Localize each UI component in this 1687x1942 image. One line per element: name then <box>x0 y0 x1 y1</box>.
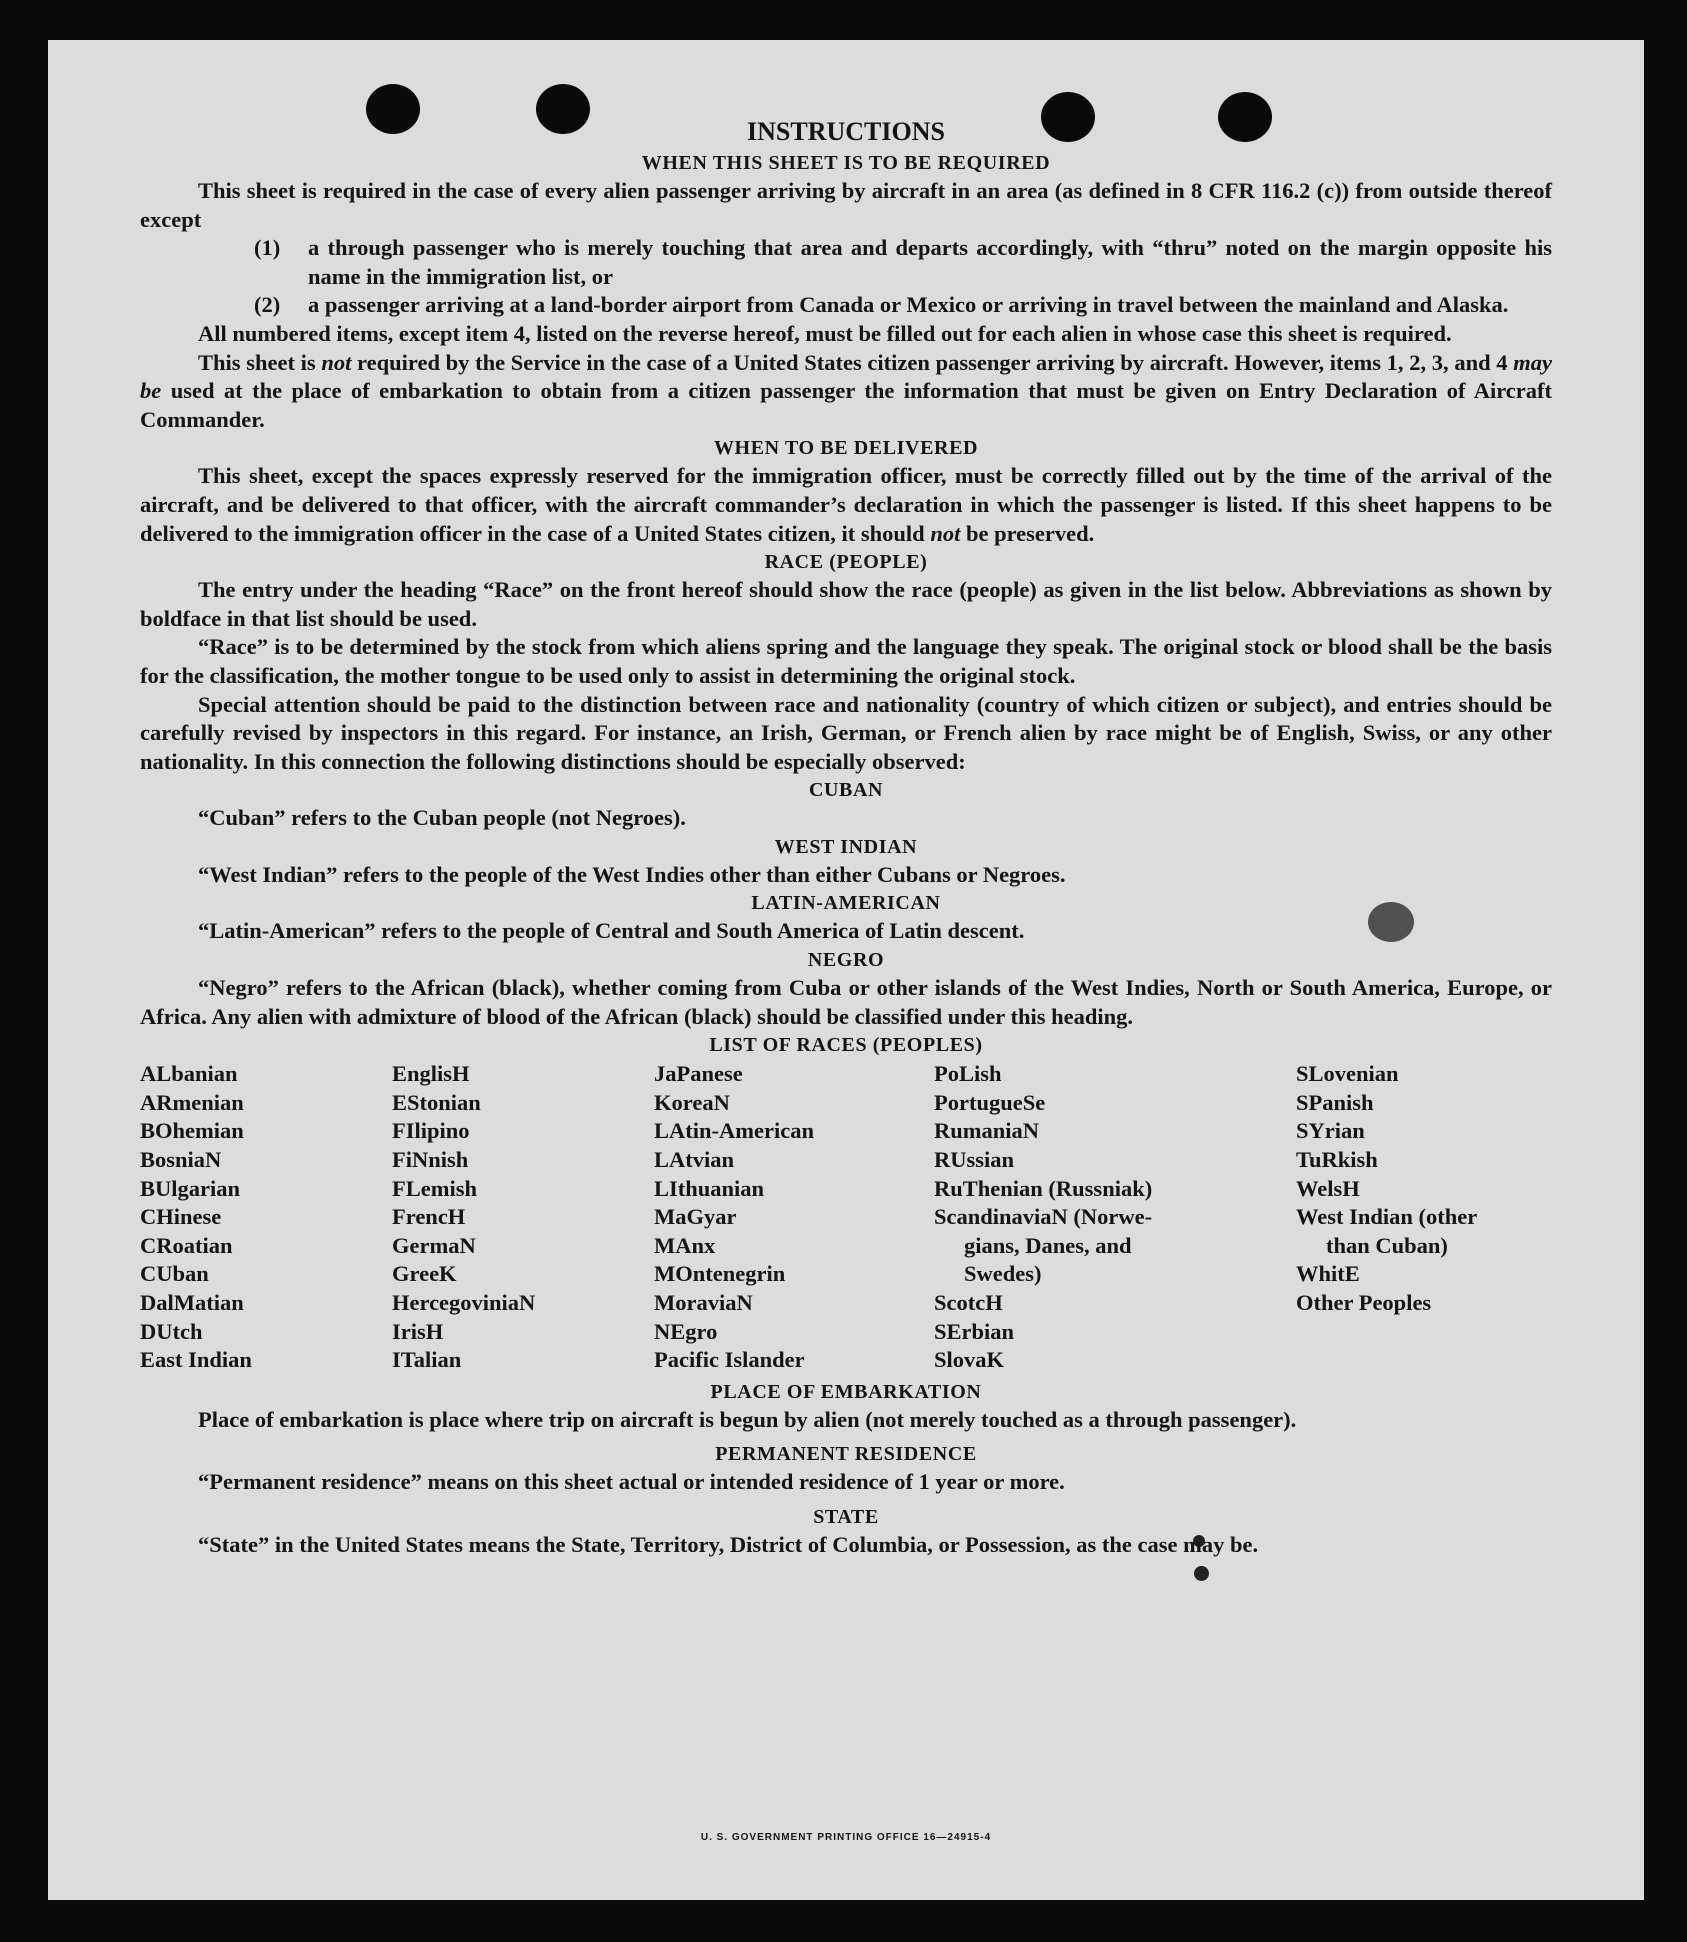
residence-definition: “Permanent residence” means on this sheet actual or intended residence of 1 year or more. <box>198 1469 1065 1495</box>
race-entry: EStonian <box>392 1089 481 1115</box>
required-paragraph-3: This sheet is not required by the Service in the case of a United States citizen passenger arriving by aircraft. However, items 1, 2, 3, and 4 may be used at the place of embarkation to obtain from a citizen passenger the information that must be given on Entry Declaration of Aircraft Commander. <box>140 349 1552 432</box>
race-entry: DUtch <box>140 1318 203 1344</box>
race-entry: WelsH <box>1296 1175 1360 1201</box>
instructions-body <box>140 115 1552 1560</box>
race-entry: RuThenian (Russniak) <box>934 1175 1153 1201</box>
race-entry: TuRkish <box>1296 1147 1378 1173</box>
negro-definition: “Negro” refers to the African (black), whether coming from Cuba or other islands of the West Indies, North or South America, Europe, or Africa. Any alien with admixture of blood of the African (black) should be classified under this heading. <box>140 975 1552 1029</box>
race-entry: LAtvian <box>654 1147 735 1173</box>
races-column <box>140 1060 392 1375</box>
race-paragraph-2: “Race” is to be determined by the stock from which aliens spring and the language they speak. The original stock or blood shall be the basis for the classification, the mother tongue to be used only to assist in determining the original stock. <box>140 634 1552 688</box>
race-entry: LAtin-American <box>654 1118 814 1144</box>
race-entry: Other Peoples <box>1296 1290 1432 1315</box>
west-indian-definition: “West Indian” refers to the people of the West Indies other than either Cubans or Negroes. <box>198 861 1066 887</box>
race-entry: KoreaN <box>654 1089 730 1115</box>
race-entry: gians, Danes, and <box>964 1232 1132 1258</box>
page-title: INSTRUCTIONS <box>747 117 945 146</box>
race-entry: SLovenian <box>1296 1061 1399 1087</box>
race-entry: JaPanese <box>654 1061 743 1087</box>
exception-item <box>254 291 1552 320</box>
race-entry: BOhemian <box>140 1118 244 1144</box>
section-heading-latin-american: LATIN-AMERICAN <box>751 892 941 915</box>
race-entry: HercegoviniaN <box>392 1290 536 1315</box>
races-column <box>392 1060 654 1375</box>
race-entry: CRoatian <box>140 1232 233 1258</box>
race-entry: CHinese <box>140 1204 222 1230</box>
race-entry: WhitE <box>1296 1261 1360 1287</box>
race-entry: ScandinaviaN (Norwe- <box>934 1204 1153 1230</box>
race-entry: MoraviaN <box>654 1290 753 1315</box>
race-entry: NEgro <box>654 1318 718 1344</box>
race-entry: DalMatian <box>140 1290 244 1315</box>
race-entry: SYrian <box>1296 1118 1365 1144</box>
section-heading-negro: NEGRO <box>807 949 885 972</box>
section-heading-race: RACE (PEOPLE) <box>764 551 928 574</box>
races-column <box>654 1060 934 1375</box>
race-entry: MaGyar <box>654 1204 737 1230</box>
race-entry: IrisH <box>392 1318 444 1344</box>
race-entry: East Indian <box>140 1347 252 1373</box>
race-entry: SPanish <box>1296 1089 1374 1115</box>
cuban-definition: “Cuban” refers to the Cuban people (not Negroes). <box>198 805 686 831</box>
race-entry: ScotcH <box>934 1290 1003 1315</box>
race-entry: Pacific Islander <box>654 1347 805 1373</box>
race-entry: FLemish <box>392 1175 478 1201</box>
race-entry: FrencH <box>392 1204 466 1230</box>
race-entry: GermaN <box>392 1232 476 1258</box>
required-paragraph-2: All numbered items, except item 4, listed on the reverse hereof, must be filled out for each alien in whose case this sheet is required. <box>198 320 1452 346</box>
race-entry: PoLish <box>934 1061 1002 1087</box>
race-entry: BosniaN <box>140 1147 222 1173</box>
item-text: a passenger arriving at a land-border airport from Canada or Mexico or arriving in travel between the mainland and Alaska. <box>308 292 1509 318</box>
race-entry: MAnx <box>654 1232 716 1258</box>
race-entry: LIthuanian <box>654 1175 765 1201</box>
section-heading-cuban: CUBAN <box>808 779 884 802</box>
embarkation-definition: Place of embarkation is place where trip on aircraft is begun by alien (not merely touched as a through passenger). <box>198 1406 1297 1432</box>
document-page <box>48 40 1644 1900</box>
race-entry: MOntenegrin <box>654 1261 786 1287</box>
race-entry: West Indian (other <box>1296 1204 1478 1230</box>
race-entry: CUban <box>140 1261 209 1287</box>
race-paragraph-3: Special attention should be paid to the distinction between race and nationality (country of which citizen or subject), and entries should be carefully revised by inspectors in this regard. For instance, an Irish, German, or French alien by race might be of English, Swiss, or any other nationality. In this connection the following distinctions should be especially observed: <box>140 691 1552 774</box>
race-entry: than Cuban) <box>1326 1232 1448 1258</box>
race-entry: ALbanian <box>140 1061 238 1087</box>
race-entry: SlovaK <box>934 1347 1005 1373</box>
item-number: (2) <box>254 292 281 318</box>
race-paragraph-1: The entry under the heading “Race” on the front hereof should show the race (people) as given in the list below. Abbreviations as shown by boldface in that list should be used. <box>140 577 1552 631</box>
state-definition: “State” in the United States means the State, Territory, District of Columbia, or Possession, as the case may be. <box>198 1531 1259 1557</box>
section-heading-residence: PERMANENT RESIDENCE <box>715 1443 977 1466</box>
race-entry: EnglisH <box>392 1061 470 1087</box>
race-entry: RumaniaN <box>934 1118 1040 1144</box>
race-entry: BUlgarian <box>140 1175 241 1201</box>
race-entry: GreeK <box>392 1261 457 1287</box>
race-entry: ARmenian <box>140 1089 244 1115</box>
required-intro: This sheet is required in the case of every alien passenger arriving by aircraft in an area (as defined in 8 CFR 116.2 (c)) from outside thereof except <box>140 178 1552 232</box>
races-column <box>934 1060 1296 1375</box>
race-entry: PortugueSe <box>934 1089 1046 1115</box>
section-heading-required: WHEN THIS SHEET IS TO BE REQUIRED <box>641 152 1051 174</box>
race-entry: FIlipino <box>392 1118 470 1144</box>
races-column <box>1296 1060 1552 1375</box>
race-entry: RUssian <box>934 1147 1015 1173</box>
item-number: (1) <box>254 235 281 261</box>
race-entry: SErbian <box>934 1318 1015 1344</box>
printer-imprint: U. S. GOVERNMENT PRINTING OFFICE 16—24915-4 <box>700 1832 992 1843</box>
delivered-paragraph: This sheet, except the spaces expressly reserved for the immigration officer, must be correctly filled out by the time of the arrival of the aircraft, and be delivered to that officer, with the aircraft commander’s declaration in which the passenger is listed. If this sheet happens to be delivered to the immigration officer in the case of a United States citizen, it should not be preserved. <box>140 463 1552 546</box>
latin-american-definition: “Latin-American” refers to the people of Central and South America of Latin descent. <box>198 918 1025 944</box>
races-list <box>140 1060 1552 1375</box>
race-entry: FiNnish <box>392 1147 469 1173</box>
race-entry: ITalian <box>392 1347 462 1373</box>
item-text: a through passenger who is merely touching that area and departs accordingly, with “thru” noted on the margin opposite his name in the immigration list, or <box>308 235 1552 289</box>
section-heading-state: STATE <box>813 1505 879 1528</box>
section-heading-delivered: WHEN TO BE DELIVERED <box>713 437 979 460</box>
race-entry: Swedes) <box>964 1261 1042 1287</box>
section-heading-races-list: LIST OF RACES (PEOPLES) <box>709 1034 983 1057</box>
section-heading-west-indian: WEST INDIAN <box>774 835 918 858</box>
ink-spot <box>1194 1566 1209 1581</box>
exception-item <box>254 234 1552 291</box>
section-heading-embarkation: PLACE OF EMBARKATION <box>710 1380 982 1403</box>
